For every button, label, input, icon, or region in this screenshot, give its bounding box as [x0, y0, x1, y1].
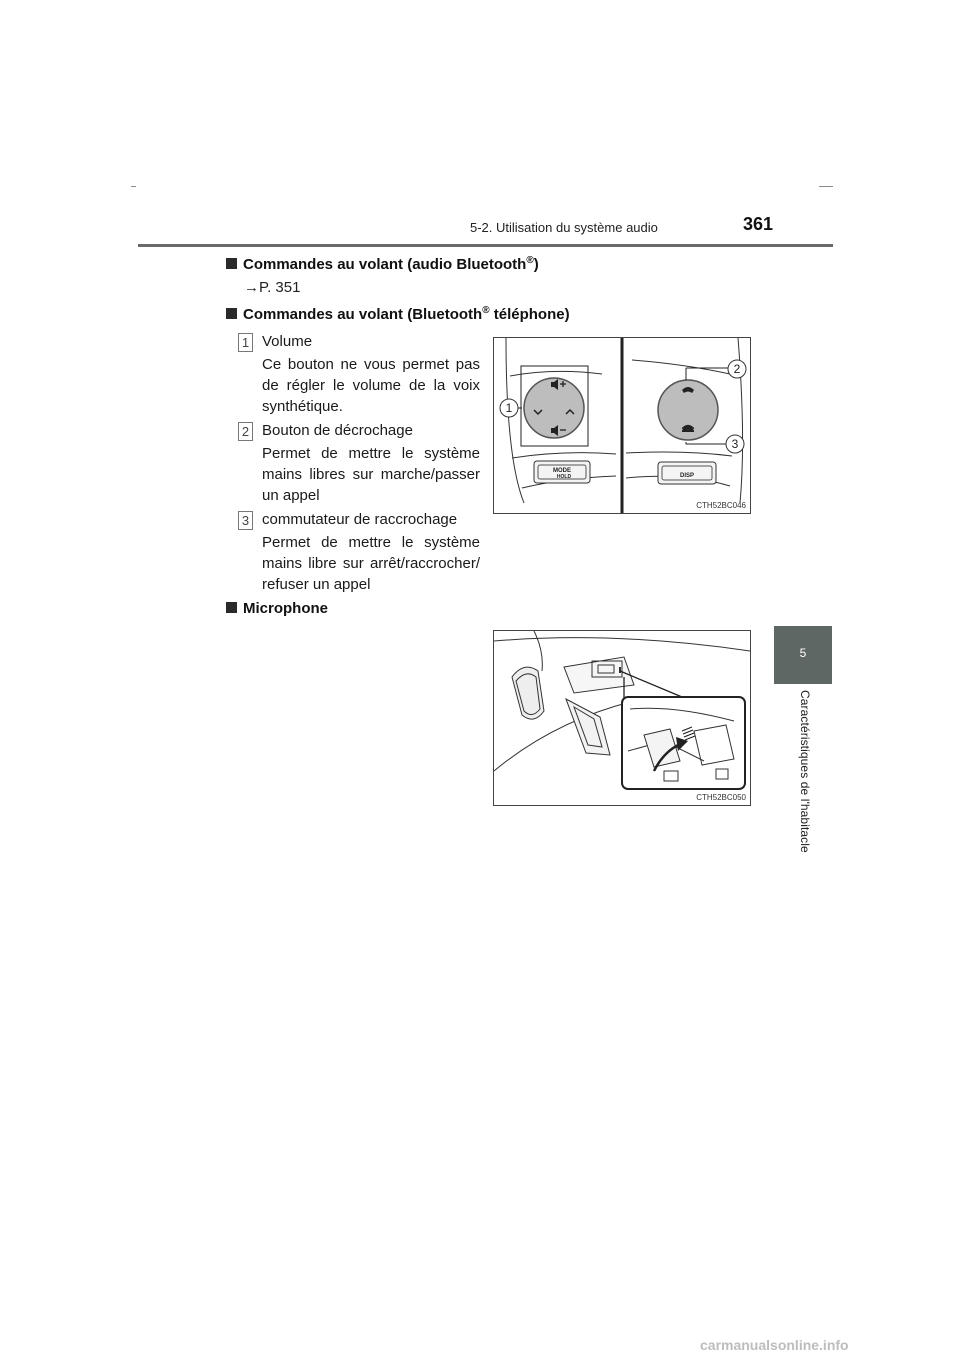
steering-controls-figure: [493, 337, 751, 514]
page-number: 361: [743, 214, 774, 234]
chapter-title: Caractéristiques de l'habitacle: [798, 690, 812, 853]
microphone-figure: [493, 630, 751, 806]
callout-3-label: 3: [731, 437, 739, 451]
mode-button-label: MODE: [553, 468, 571, 474]
microphone-illustration: [494, 631, 750, 805]
item-number-2: 2: [238, 422, 253, 441]
crop-mark-right: [819, 186, 833, 187]
item-desc-hangup: Permet de mettre le système mains libre sur arrêt/raccrocher/ refuser un appel: [262, 534, 480, 593]
callout-2-label: 2: [733, 362, 741, 376]
watermark: carmanualsonline.info: [700, 1337, 849, 1353]
item-title-hangup: commutateur de raccrochage: [262, 511, 458, 528]
figure-code-steering: CTH52BC046: [696, 501, 746, 510]
heading-square-icon: [226, 602, 237, 613]
chapter-tab: [774, 626, 832, 684]
header-rule: [138, 244, 833, 247]
heading-square-icon: [226, 258, 237, 269]
callout-1-label: 1: [505, 401, 513, 415]
figure-code-microphone: CTH52BC050: [696, 793, 746, 802]
chapter-number: 5: [799, 646, 807, 660]
heading-square-icon: [226, 308, 237, 319]
item-title-volume: Volume: [262, 333, 313, 350]
page-reference: →P. 351: [244, 279, 301, 296]
steering-controls-illustration: [494, 338, 750, 513]
item-title-pickup: Bouton de décrochage: [262, 422, 413, 439]
heading-microphone: Microphone: [226, 600, 328, 617]
item-desc-volume: Ce bouton ne vous permet pas de régler le volume de la voix synthétique.: [262, 356, 480, 415]
item-number-1: 1: [238, 333, 253, 352]
heading-audio-controls: Commandes au volant (audio Bluetooth®): [226, 255, 539, 273]
hold-button-label: HOLD: [556, 474, 572, 480]
section-header: 5-2. Utilisation du système audio: [470, 220, 658, 235]
disp-button-label: DISP: [679, 473, 695, 479]
crop-mark-left: [131, 186, 136, 187]
heading-phone-controls: Commandes au volant (Bluetooth® téléphone): [226, 305, 570, 323]
item-number-3: 3: [238, 511, 253, 530]
item-desc-pickup: Permet de mettre le système mains libres sur marche/passer un appel: [262, 445, 480, 504]
